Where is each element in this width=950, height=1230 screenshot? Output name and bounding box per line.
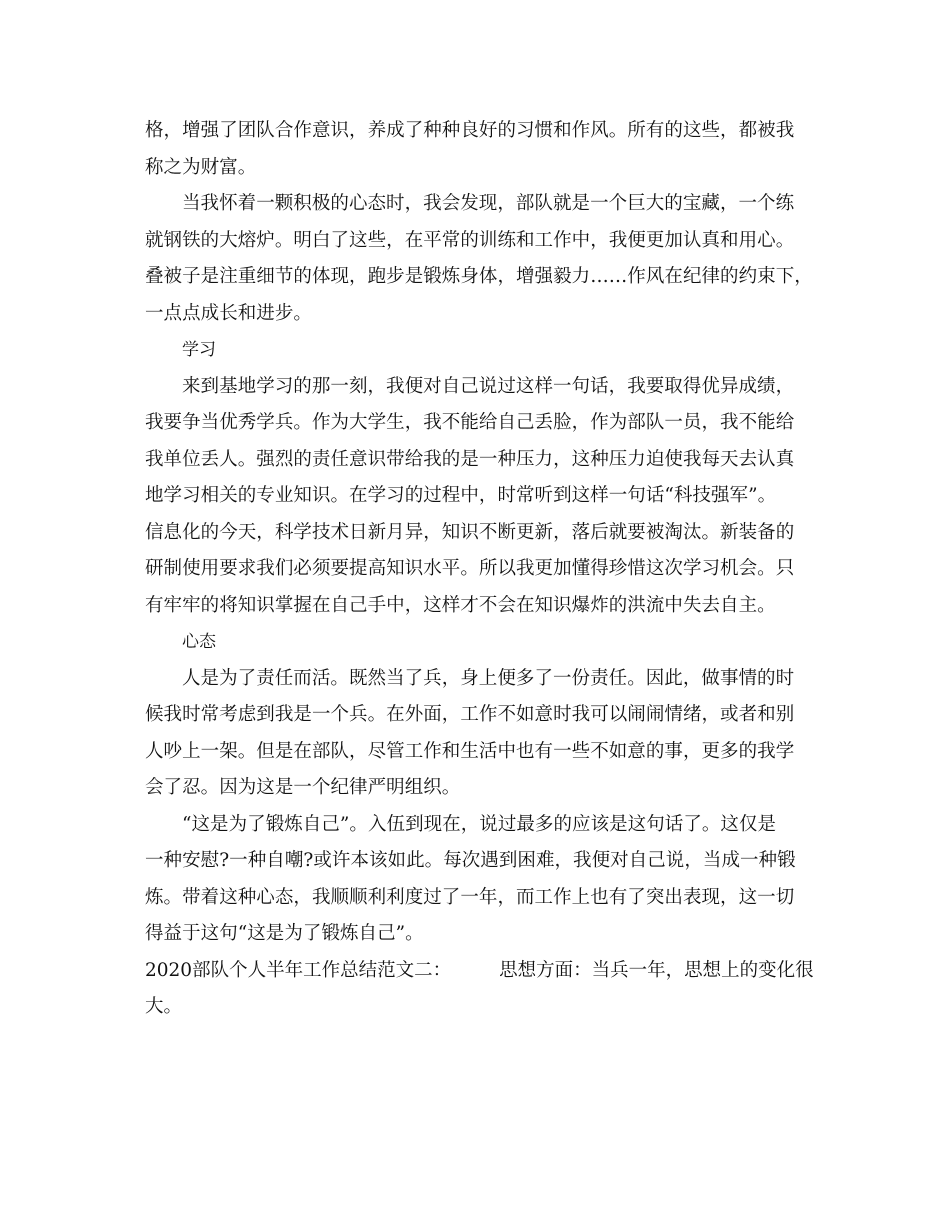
paragraph-line: 当我怀着一颗积极的心态时，我会发现，部队就是一个巨大的宝藏，一个练 bbox=[182, 193, 795, 214]
paragraph-line: 炼。带着这种心态，我顺顺利利度过了一年，而工作上也有了突出表现，这一切 bbox=[145, 886, 795, 908]
heading-mindset: 心态 bbox=[182, 632, 217, 652]
paragraph-line: 一点点成长和进步。 bbox=[145, 302, 312, 324]
paragraph-line: 格，增强了团队合作意识，养成了种种良好的习惯和作风。所有的这些，都被我 bbox=[145, 120, 795, 141]
paragraph-line: “这是为了锻炼自己”。入伍到现在，说过最多的应该是这句话了。这仅是 bbox=[182, 813, 777, 835]
paragraph-line: 称之为财富。 bbox=[145, 156, 257, 178]
paragraph-line: 就钢铁的大熔炉。明白了这些，在平常的训练和工作中，我便更加认真和用心。 bbox=[145, 229, 795, 251]
paragraph-line: 信息化的今天，科学技术日新月异，知识不断更新，落后就要被淘汰。新装备的 bbox=[145, 521, 795, 543]
section-first-text: 思想方面：当兵一年，思想上的变化很 bbox=[499, 959, 814, 981]
paragraph-line: 我要争当优秀学兵。作为大学生，我不能给自己丢脸，作为部队一员，我不能给 bbox=[145, 412, 795, 433]
paragraph-line: 来到基地学习的那一刻，我便对自己说过这样一句话，我要取得优异成绩， bbox=[182, 375, 795, 397]
paragraph-line: 地学习相关的专业知识。在学习的过程中，时常听到这样一句话“科技强军”。 bbox=[145, 485, 777, 506]
paragraph-line: 有牢牢的将知识掌握在自己手中，这样才不会在知识爆炸的洪流中失去自主。 bbox=[145, 594, 776, 616]
paragraph-line: 叠被子是注重细节的体现，跑步是锻炼身体，增强毅力……作风在纪律的约束下， bbox=[145, 266, 813, 287]
section-intro-line bbox=[145, 953, 814, 990]
paragraph-line: 一种安慰?一种自嘲?或许本该如此。每次遇到困难，我便对自己说，当成一种锻 bbox=[145, 850, 796, 871]
paragraph-line: 人吵上一架。但是在部队，尽管工作和生活中也有一些不如意的事，更多的我学 bbox=[145, 740, 795, 762]
paragraph-line: 研制使用要求我们必须要提高知识水平。所以我更加懂得珍惜这次学习机会。只 bbox=[145, 558, 795, 579]
document-body bbox=[145, 113, 814, 1026]
paragraph-line: 我单位丢人。强烈的责任意识带给我的是一种压力，这种压力迫使我每天去认真 bbox=[145, 448, 795, 470]
heading-study: 学习 bbox=[182, 340, 217, 360]
paragraph-line: 大。 bbox=[145, 996, 183, 1017]
paragraph-line: 得益于这句“这是为了锻炼自己”。 bbox=[145, 923, 424, 944]
paragraph-line: 候我时常考虑到我是一个兵。在外面，工作不如意时我可以闹闹情绪，或者和别 bbox=[145, 704, 795, 725]
paragraph-line: 会了忍。因为这是一个纪律严明组织。 bbox=[145, 777, 461, 798]
section-title: 2020部队个人半年工作总结范文二： bbox=[145, 959, 452, 981]
paragraph-line: 人是为了责任而活。既然当了兵，身上便多了一份责任。因此，做事情的时 bbox=[182, 667, 795, 689]
